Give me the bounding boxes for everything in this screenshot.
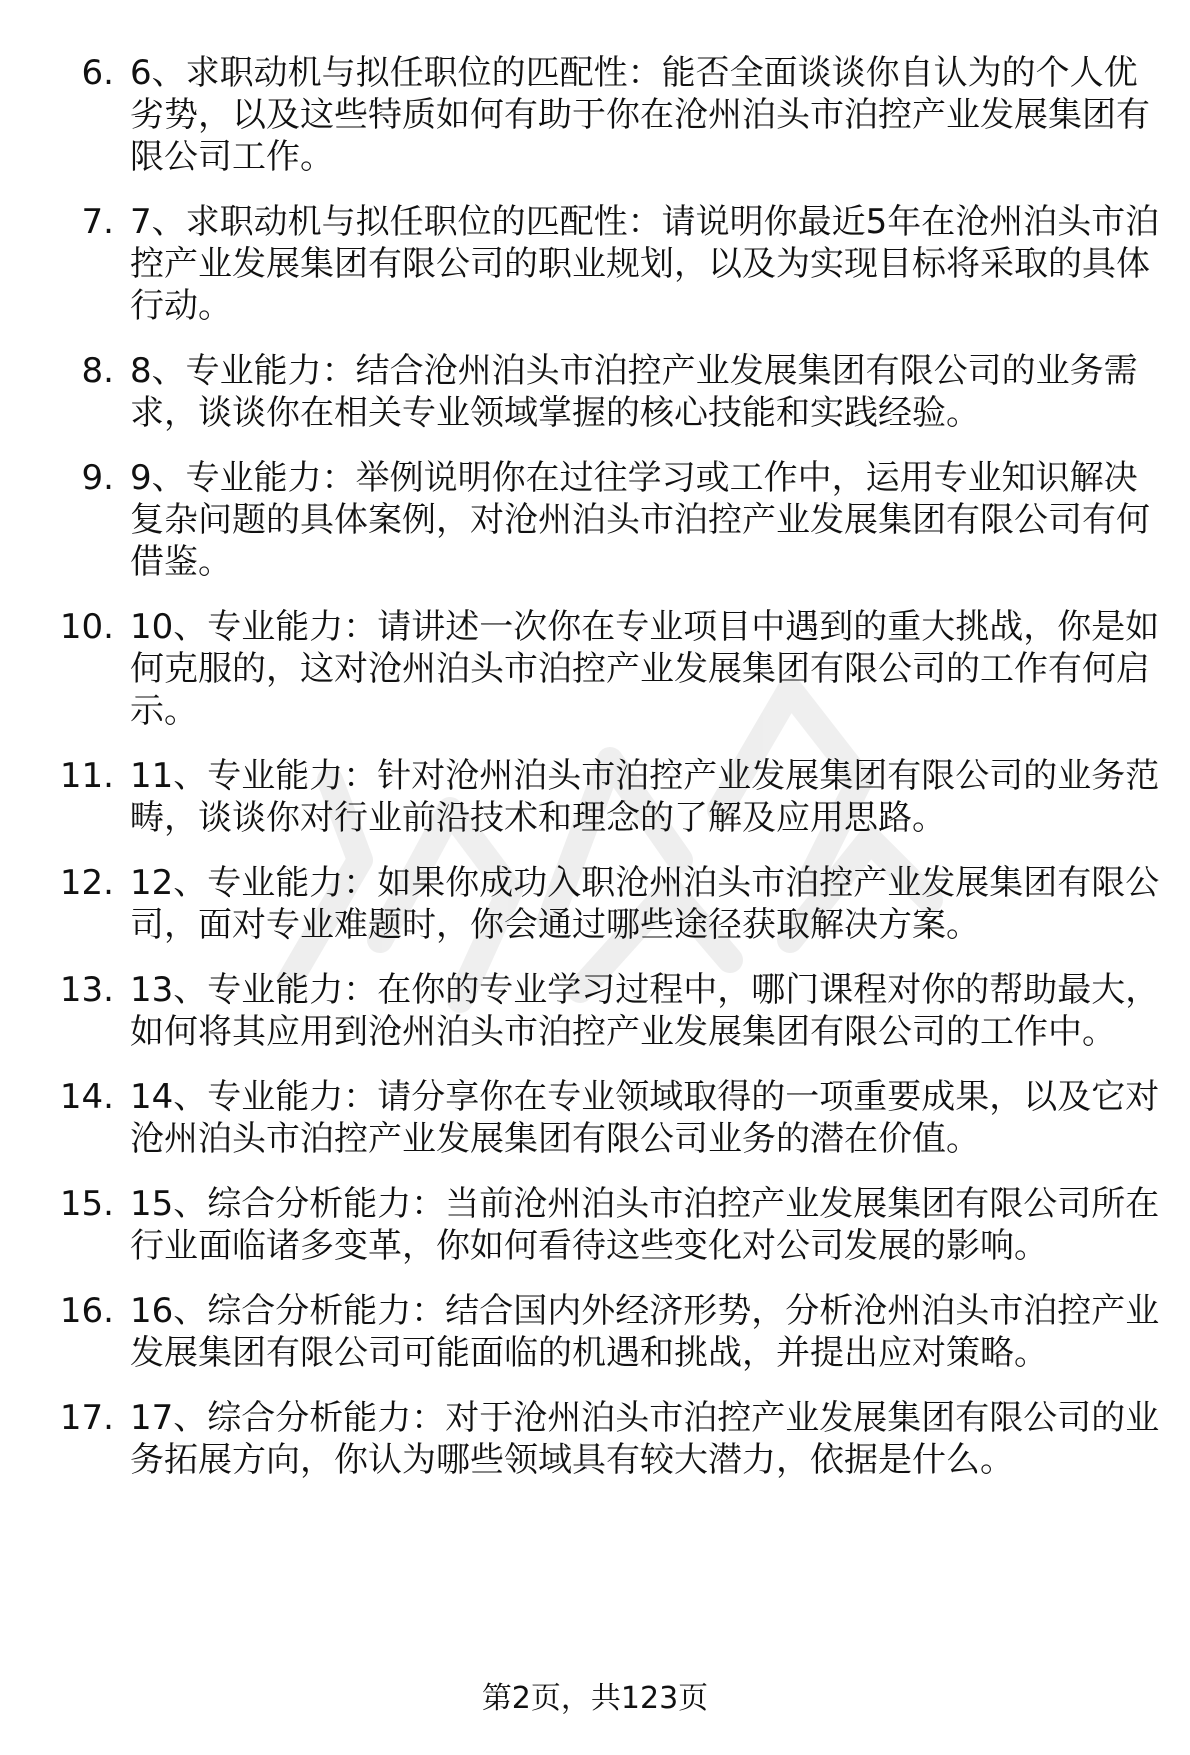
question-number: 15. (59, 1184, 114, 1224)
question-item (0, 1397, 1170, 1481)
question-text: 8、专业能力：结合沧州泊头市泊控产业发展集团有限公司的业务需求，谈谈你在相关专业领域掌握的核心技能和实践经验。 (130, 351, 1138, 433)
question-number: 14. (59, 1077, 114, 1117)
question-item (0, 755, 1170, 839)
question-number: 10. (59, 607, 114, 647)
question-text: 6、求职动机与拟任职位的匹配性：能否全面谈谈你自认为的个人优劣势，以及这些特质如何有助于你在沧州泊头市泊控产业发展集团有限公司工作。 (130, 53, 1150, 177)
question-number: 9. (81, 458, 114, 498)
question-text: 9、专业能力：举例说明你在过往学习或工作中，运用专业知识解决复杂问题的具体案例，对沧州泊头市泊控产业发展集团有限公司有何借鉴。 (130, 458, 1150, 582)
question-text: 13、专业能力：在你的专业学习过程中，哪门课程对你的帮助最大，如何将其应用到沧州泊头市泊控产业发展集团有限公司的工作中。 (130, 970, 1160, 1052)
question-item (0, 606, 1170, 732)
question-text: 15、综合分析能力：当前沧州泊头市泊控产业发展集团有限公司所在行业面临诸多变革，你如何看待这些变化对公司发展的影响。 (130, 1184, 1160, 1266)
question-text: 12、专业能力：如果你成功入职沧州泊头市泊控产业发展集团有限公司，面对专业难题时，你会通过哪些途径获取解决方案。 (130, 863, 1160, 945)
question-text: 10、专业能力：请讲述一次你在专业项目中遇到的重大挑战，你是如何克服的，这对沧州泊头市泊控产业发展集团有限公司的工作有何启示。 (130, 607, 1160, 731)
question-number: 12. (59, 863, 114, 903)
question-item (0, 1076, 1170, 1160)
question-text: 7、求职动机与拟任职位的匹配性：请说明你最近5年在沧州泊头市泊控产业发展集团有限公司的职业规划，以及为实现目标将采取的具体行动。 (130, 202, 1160, 326)
question-list (0, 52, 1190, 1504)
question-number: 11. (59, 756, 114, 796)
question-item (0, 862, 1170, 946)
question-text: 16、综合分析能力：结合国内外经济形势，分析沧州泊头市泊控产业发展集团有限公司可能面临的机遇和挑战，并提出应对策略。 (130, 1291, 1160, 1373)
question-item (0, 1290, 1170, 1374)
question-number: 16. (59, 1291, 114, 1331)
question-item (0, 350, 1170, 434)
question-item (0, 201, 1170, 327)
question-number: 6. (81, 53, 114, 93)
question-number: 17. (59, 1398, 114, 1438)
question-text: 14、专业能力：请分享你在专业领域取得的一项重要成果，以及它对沧州泊头市泊控产业发展集团有限公司业务的潜在价值。 (130, 1077, 1160, 1159)
question-item (0, 52, 1170, 178)
question-item (0, 1183, 1170, 1267)
question-number: 8. (81, 351, 114, 391)
question-text: 17、综合分析能力：对于沧州泊头市泊控产业发展集团有限公司的业务拓展方向，你认为哪些领域具有较大潜力，依据是什么。 (130, 1398, 1160, 1480)
question-text: 11、专业能力：针对沧州泊头市泊控产业发展集团有限公司的业务范畴，谈谈你对行业前沿技术和理念的了解及应用思路。 (130, 756, 1160, 838)
question-number: 7. (81, 202, 114, 242)
question-item (0, 457, 1170, 583)
page-footer: 第2页，共123页 (481, 1681, 709, 1716)
question-item (0, 969, 1170, 1053)
question-number: 13. (59, 970, 114, 1010)
